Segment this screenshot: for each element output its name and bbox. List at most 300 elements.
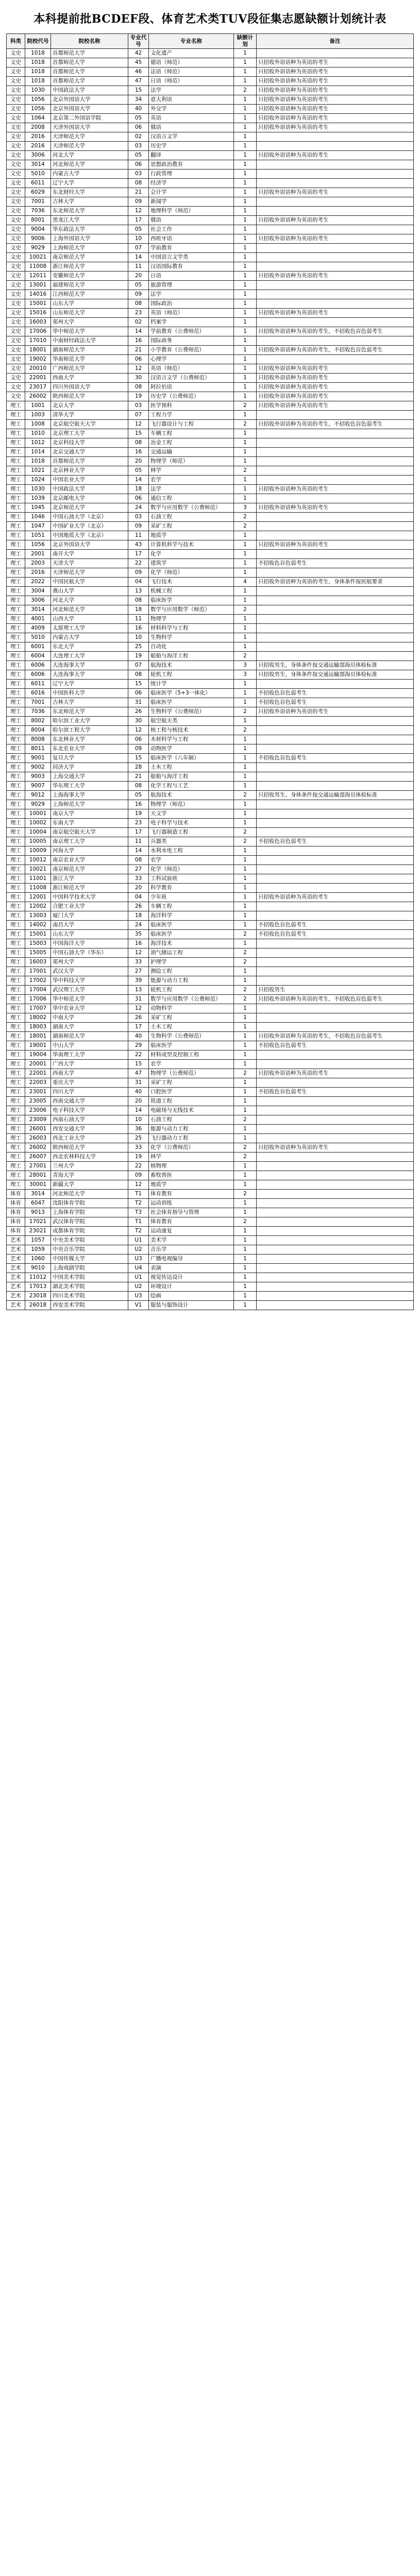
cell-remark: 只招收外语语种为英语的考生，身体条件按民航要求: [257, 578, 414, 587]
cell-major-name: 汉语言文学: [149, 132, 234, 142]
cell-category: 理工: [7, 819, 25, 828]
cell-school-name: 华南师范大学: [51, 355, 128, 364]
cell-school-code: 9003: [25, 772, 51, 782]
cell-vacancy: 2: [234, 513, 257, 522]
cell-school-name: 华中农业大学: [51, 1004, 128, 1013]
cell-remark: [257, 1171, 414, 1180]
cell-vacancy: 1: [234, 1023, 257, 1032]
cell-school-name: 天津师范大学: [51, 568, 128, 578]
cell-school-name: 安徽师范大学: [51, 272, 128, 281]
cell-school-name: 北京外国语大学: [51, 105, 128, 114]
cell-remark: [257, 522, 414, 531]
table-row: [7, 652, 414, 661]
cell-major-code: 27: [128, 865, 149, 874]
cell-category: 理工: [7, 1134, 25, 1143]
cell-category: 理工: [7, 763, 25, 772]
cell-major-name: 生物科学（公费师范）: [149, 707, 234, 717]
table-row: [7, 420, 414, 429]
cell-school-code: 7036: [25, 707, 51, 717]
table-row: [7, 939, 414, 948]
cell-major-code: 09: [128, 197, 149, 207]
cell-category: 理工: [7, 707, 25, 717]
cell-vacancy: 1: [234, 1227, 257, 1236]
cell-major-name: 农学: [149, 1060, 234, 1069]
cell-major-code: 12: [128, 364, 149, 374]
cell-category: 体育: [7, 1190, 25, 1199]
cell-vacancy: 1: [234, 884, 257, 893]
cell-remark: [257, 1125, 414, 1134]
cell-remark: 只招收外语语种为英语的考生: [257, 1069, 414, 1078]
cell-category: 体育: [7, 1208, 25, 1217]
cell-school-code: 9006: [25, 234, 51, 244]
cell-school-code: 3006: [25, 596, 51, 605]
cell-school-name: 清华大学: [51, 411, 128, 420]
cell-major-code: 15: [128, 1060, 149, 1069]
cell-major-name: 国际商务: [149, 336, 234, 346]
cell-school-code: 23001: [25, 1088, 51, 1097]
cell-category: 理工: [7, 1162, 25, 1171]
cell-category: 理工: [7, 930, 25, 939]
cell-vacancy: 1: [234, 364, 257, 374]
cell-category: 理工: [7, 1153, 25, 1162]
cell-major-code: 16: [128, 448, 149, 457]
cell-vacancy: 1: [234, 809, 257, 819]
cell-school-name: 陕西师范大学: [51, 392, 128, 401]
table-row: [7, 1106, 414, 1115]
cell-remark: 不招收色盲色弱考生: [257, 754, 414, 763]
cell-school-code: 8001: [25, 216, 51, 225]
cell-school-code: 6006: [25, 670, 51, 680]
cell-category: 理工: [7, 485, 25, 494]
cell-school-code: 2001: [25, 550, 51, 559]
cell-major-code: 06: [128, 689, 149, 698]
cell-major-name: 外交学: [149, 105, 234, 114]
table-row: [7, 782, 414, 791]
col-header-major-name: 专业名称: [149, 34, 234, 49]
cell-major-code: 18: [128, 911, 149, 921]
cell-school-code: 22001: [25, 1069, 51, 1078]
cell-school-code: 11012: [25, 1273, 51, 1282]
cell-school-name: 中山大学: [51, 1041, 128, 1050]
cell-school-name: 中国科学技术大学: [51, 893, 128, 902]
cell-major-name: 美术学: [149, 1236, 234, 1245]
cell-vacancy: 4: [234, 578, 257, 587]
cell-school-name: 辽宁大学: [51, 680, 128, 689]
cell-major-code: 05: [128, 466, 149, 476]
cell-major-code: 15: [128, 429, 149, 438]
cell-vacancy: 1: [234, 902, 257, 911]
table-row: [7, 1282, 414, 1292]
cell-school-name: 沈阳体育学院: [51, 1199, 128, 1208]
cell-school-code: 2016: [25, 142, 51, 151]
cell-vacancy: 1: [234, 735, 257, 744]
cell-category: 文史: [7, 299, 25, 309]
cell-school-name: 青海大学: [51, 1171, 128, 1180]
cell-school-name: 合肥工业大学: [51, 902, 128, 911]
cell-school-name: 复旦大学: [51, 754, 128, 763]
cell-remark: 只招收外语语种为英语的考生: [257, 151, 414, 160]
cell-major-name: 电磁场与无线技术: [149, 1106, 234, 1115]
cell-school-name: 兰州大学: [51, 1162, 128, 1171]
cell-remark: [257, 967, 414, 976]
cell-category: 理工: [7, 967, 25, 976]
cell-major-code: 03: [128, 170, 149, 179]
cell-school-code: 28001: [25, 1171, 51, 1180]
cell-school-code: 9004: [25, 225, 51, 234]
cell-remark: [257, 819, 414, 828]
cell-major-name: 天文学: [149, 809, 234, 819]
cell-major-name: 统计学: [149, 680, 234, 689]
cell-category: 理工: [7, 578, 25, 587]
cell-major-name: 化学: [149, 550, 234, 559]
cell-major-name: 核物理: [149, 1162, 234, 1171]
cell-vacancy: 2: [234, 420, 257, 429]
cell-major-code: 22: [128, 1050, 149, 1060]
cell-remark: [257, 1282, 414, 1292]
cell-major-code: 22: [128, 1162, 149, 1171]
cell-school-name: 天津大学: [51, 559, 128, 568]
cell-major-name: 动物医学: [149, 744, 234, 754]
cell-major-name: 农学: [149, 856, 234, 865]
cell-school-code: 3006: [25, 151, 51, 160]
cell-vacancy: 1: [234, 355, 257, 364]
table-row: [7, 615, 414, 624]
table-row: [7, 596, 414, 605]
cell-school-code: 1030: [25, 86, 51, 95]
table-row: [7, 540, 414, 550]
cell-major-code: 06: [128, 123, 149, 132]
table-row: [7, 392, 414, 401]
cell-major-code: 17: [128, 1023, 149, 1032]
cell-vacancy: 2: [234, 522, 257, 531]
cell-remark: [257, 735, 414, 744]
cell-category: 理工: [7, 976, 25, 986]
cell-vacancy: 1: [234, 893, 257, 902]
cell-school-code: 10009: [25, 846, 51, 856]
cell-major-code: 21: [128, 188, 149, 197]
cell-major-code: 03: [128, 142, 149, 151]
cell-remark: 只招收外语语种为英语的考生: [257, 58, 414, 67]
cell-category: 理工: [7, 1023, 25, 1032]
cell-category: 理工: [7, 986, 25, 995]
cell-remark: [257, 902, 414, 911]
cell-remark: 只招收外语语种为英语的考生: [257, 77, 414, 86]
cell-remark: [257, 596, 414, 605]
cell-category: 文史: [7, 95, 25, 105]
cell-school-name: 北京第二外国语学院: [51, 114, 128, 123]
cell-vacancy: 1: [234, 327, 257, 336]
cell-major-code: 20: [128, 884, 149, 893]
table-row: [7, 457, 414, 466]
cell-vacancy: 1: [234, 1088, 257, 1097]
cell-category: 理工: [7, 698, 25, 707]
cell-school-code: 13003: [25, 911, 51, 921]
cell-category: 理工: [7, 1060, 25, 1069]
cell-major-name: 日语（师范）: [149, 77, 234, 86]
cell-category: 文史: [7, 290, 25, 299]
cell-remark: 只招收外语语种为英语的考生: [257, 374, 414, 383]
cell-school-code: 17001: [25, 967, 51, 976]
cell-category: 理工: [7, 642, 25, 652]
cell-remark: [257, 874, 414, 884]
cell-remark: [257, 1078, 414, 1088]
table-row: [7, 105, 414, 114]
cell-category: 理工: [7, 1106, 25, 1115]
cell-major-name: 视觉传达设计: [149, 1273, 234, 1282]
table-row: [7, 49, 414, 58]
cell-school-code: 16003: [25, 318, 51, 327]
cell-school-code: 23006: [25, 1106, 51, 1115]
cell-school-code: 8011: [25, 744, 51, 754]
cell-school-name: 四川外国语大学: [51, 383, 128, 392]
cell-school-code: 17006: [25, 327, 51, 336]
cell-major-name: 意大利语: [149, 95, 234, 105]
cell-remark: [257, 1023, 414, 1032]
cell-school-code: 9001: [25, 754, 51, 763]
cell-major-code: 06: [128, 735, 149, 744]
cell-school-name: 北京师范大学: [51, 503, 128, 513]
cell-remark: [257, 633, 414, 642]
cell-category: 理工: [7, 1171, 25, 1180]
cell-remark: 只招收外语语种为英语的考生: [257, 67, 414, 77]
cell-major-code: T2: [128, 1227, 149, 1236]
cell-school-name: 中南财经政法大学: [51, 336, 128, 346]
cell-vacancy: 1: [234, 123, 257, 132]
cell-remark: 只招收外语语种为英语的考生: [257, 707, 414, 717]
cell-major-code: 12: [128, 1180, 149, 1190]
cell-school-name: 广西大学: [51, 1060, 128, 1069]
cell-school-code: 10002: [25, 819, 51, 828]
cell-category: 艺术: [7, 1273, 25, 1282]
table-row: [7, 1143, 414, 1153]
cell-major-name: 阿拉伯语: [149, 383, 234, 392]
cell-major-name: 油气储运工程: [149, 948, 234, 958]
cell-major-name: 化学（师范）: [149, 568, 234, 578]
table-row: [7, 1125, 414, 1134]
cell-vacancy: 1: [234, 374, 257, 383]
cell-major-name: 动物科学: [149, 1004, 234, 1013]
cell-school-name: 东南大学: [51, 819, 128, 828]
cell-category: 理工: [7, 661, 25, 670]
cell-vacancy: 1: [234, 772, 257, 782]
table-row: [7, 1069, 414, 1078]
cell-category: 文史: [7, 374, 25, 383]
cell-major-code: 22: [128, 559, 149, 568]
cell-major-code: 02: [128, 318, 149, 327]
cell-major-name: 建筑学: [149, 559, 234, 568]
cell-major-name: 德语（师范）: [149, 58, 234, 67]
cell-major-name: 文化遗产: [149, 49, 234, 58]
cell-major-code: 31: [128, 995, 149, 1004]
cell-category: 理工: [7, 1125, 25, 1134]
cell-remark: [257, 1097, 414, 1106]
table-row: [7, 272, 414, 281]
cell-major-name: 少年班: [149, 893, 234, 902]
cell-school-code: 17010: [25, 336, 51, 346]
cell-vacancy: 2: [234, 707, 257, 717]
cell-major-name: 自动化: [149, 642, 234, 652]
table-row: [7, 466, 414, 476]
cell-remark: [257, 1301, 414, 1310]
cell-major-name: 航海技术: [149, 661, 234, 670]
table-row: [7, 142, 414, 151]
cell-category: 理工: [7, 865, 25, 874]
cell-remark: 只招收男生: [257, 986, 414, 995]
cell-category: 理工: [7, 670, 25, 680]
cell-school-code: 14002: [25, 921, 51, 930]
cell-vacancy: 1: [234, 911, 257, 921]
cell-school-code: 19004: [25, 1050, 51, 1060]
cell-remark: [257, 1190, 414, 1199]
cell-school-code: 26003: [25, 1134, 51, 1143]
table-row: [7, 383, 414, 392]
cell-category: 理工: [7, 494, 25, 503]
cell-remark: 只招收外语语种为英语的考生: [257, 383, 414, 392]
cell-category: 文史: [7, 336, 25, 346]
table-row: [7, 485, 414, 494]
cell-vacancy: 1: [234, 1282, 257, 1292]
table-row: [7, 281, 414, 290]
cell-major-code: 29: [128, 1041, 149, 1050]
cell-vacancy: 2: [234, 86, 257, 95]
cell-school-code: 1018: [25, 77, 51, 86]
cell-major-code: 25: [128, 642, 149, 652]
cell-remark: 只招收男生，身体条件按交通运输部海员体检标准: [257, 661, 414, 670]
cell-school-name: 北京外国语大学: [51, 540, 128, 550]
cell-category: 文史: [7, 346, 25, 355]
cell-major-code: 20: [128, 272, 149, 281]
cell-school-code: 10021: [25, 865, 51, 874]
cell-vacancy: 1: [234, 1162, 257, 1171]
cell-vacancy: 1: [234, 457, 257, 466]
cell-remark: 不招收色盲色弱考生: [257, 837, 414, 846]
cell-major-name: 兵器类: [149, 837, 234, 846]
cell-category: 理工: [7, 948, 25, 958]
cell-remark: [257, 865, 414, 874]
cell-school-code: 30001: [25, 1180, 51, 1190]
cell-major-code: 12: [128, 948, 149, 958]
cell-school-name: 湖南师范大学: [51, 1032, 128, 1041]
table-row: [7, 680, 414, 689]
cell-remark: [257, 1227, 414, 1236]
cell-school-code: 15003: [25, 939, 51, 948]
cell-major-code: T3: [128, 1208, 149, 1217]
cell-school-name: 大连海事大学: [51, 661, 128, 670]
table-row: [7, 86, 414, 95]
table-row: [7, 698, 414, 707]
table-row: [7, 188, 414, 197]
cell-school-code: 2016: [25, 132, 51, 142]
cell-category: 艺术: [7, 1301, 25, 1310]
cell-remark: [257, 615, 414, 624]
cell-major-code: 17: [128, 550, 149, 559]
cell-school-name: 中国矿业大学（北京）: [51, 522, 128, 531]
cell-school-name: 黑龙江大学: [51, 216, 128, 225]
cell-school-name: 西南大学: [51, 1069, 128, 1078]
cell-major-name: 林学: [149, 1153, 234, 1162]
cell-vacancy: 1: [234, 1273, 257, 1282]
cell-school-code: 26001: [25, 1125, 51, 1134]
cell-major-code: 13: [128, 587, 149, 596]
cell-school-code: 6006: [25, 661, 51, 670]
cell-vacancy: 2: [234, 652, 257, 661]
cell-school-code: 9010: [25, 1264, 51, 1273]
cell-major-name: 材料科学与工程: [149, 624, 234, 633]
cell-category: 理工: [7, 726, 25, 735]
cell-remark: [257, 1013, 414, 1023]
cell-category: 文史: [7, 49, 25, 58]
cell-vacancy: 1: [234, 151, 257, 160]
cell-major-code: 14: [128, 253, 149, 262]
cell-school-code: 9013: [25, 1208, 51, 1217]
table-row: [7, 513, 414, 522]
cell-school-name: 吉林大学: [51, 197, 128, 207]
cell-vacancy: 1: [234, 77, 257, 86]
cell-major-code: 17: [128, 216, 149, 225]
table-row: [7, 318, 414, 327]
cell-major-name: 学前教育: [149, 244, 234, 253]
cell-vacancy: 1: [234, 114, 257, 123]
cell-remark: [257, 1273, 414, 1282]
cell-school-name: 华中师范大学: [51, 327, 128, 336]
cell-school-code: 9029: [25, 800, 51, 809]
cell-school-code: 15016: [25, 309, 51, 318]
cell-major-name: 临床医学: [149, 930, 234, 939]
cell-school-name: 四川美术学院: [51, 1292, 128, 1301]
table-row: [7, 911, 414, 921]
table-row: [7, 1180, 414, 1190]
table-row: [7, 559, 414, 568]
cell-remark: [257, 197, 414, 207]
cell-school-name: 河北师范大学: [51, 605, 128, 615]
cell-major-name: 工程力学: [149, 411, 234, 420]
cell-major-name: 心理学: [149, 355, 234, 364]
cell-school-name: 四川大学: [51, 1088, 128, 1097]
cell-remark: [257, 726, 414, 735]
cell-major-code: 07: [128, 661, 149, 670]
cell-school-code: 1059: [25, 1245, 51, 1255]
cell-school-name: 南京师范大学: [51, 865, 128, 874]
cell-school-code: 17004: [25, 986, 51, 995]
cell-remark: 只招收外语语种为英语的考生: [257, 234, 414, 244]
cell-school-name: 武汉理工大学: [51, 986, 128, 995]
cell-major-code: 15: [128, 754, 149, 763]
cell-category: 文史: [7, 105, 25, 114]
cell-category: 艺术: [7, 1255, 25, 1264]
cell-major-name: 工科试验班: [149, 874, 234, 884]
cell-category: 文史: [7, 132, 25, 142]
cell-category: 艺术: [7, 1236, 25, 1245]
cell-school-name: 同济大学: [51, 763, 128, 772]
cell-major-code: 16: [128, 624, 149, 633]
cell-vacancy: 1: [234, 1041, 257, 1050]
cell-school-code: 1060: [25, 1255, 51, 1264]
table-row: [7, 216, 414, 225]
cell-school-name: 西北农林科技大学: [51, 1153, 128, 1162]
cell-vacancy: 1: [234, 1171, 257, 1180]
cell-major-code: 43: [128, 540, 149, 550]
cell-category: 理工: [7, 550, 25, 559]
cell-school-name: 河北大学: [51, 596, 128, 605]
cell-category: 理工: [7, 401, 25, 411]
cell-vacancy: 1: [234, 680, 257, 689]
cell-vacancy: 1: [234, 262, 257, 272]
cell-school-name: 浙江师范大学: [51, 884, 128, 893]
cell-category: 文史: [7, 216, 25, 225]
cell-major-code: 40: [128, 105, 149, 114]
cell-remark: [257, 976, 414, 986]
cell-vacancy: 1: [234, 438, 257, 448]
